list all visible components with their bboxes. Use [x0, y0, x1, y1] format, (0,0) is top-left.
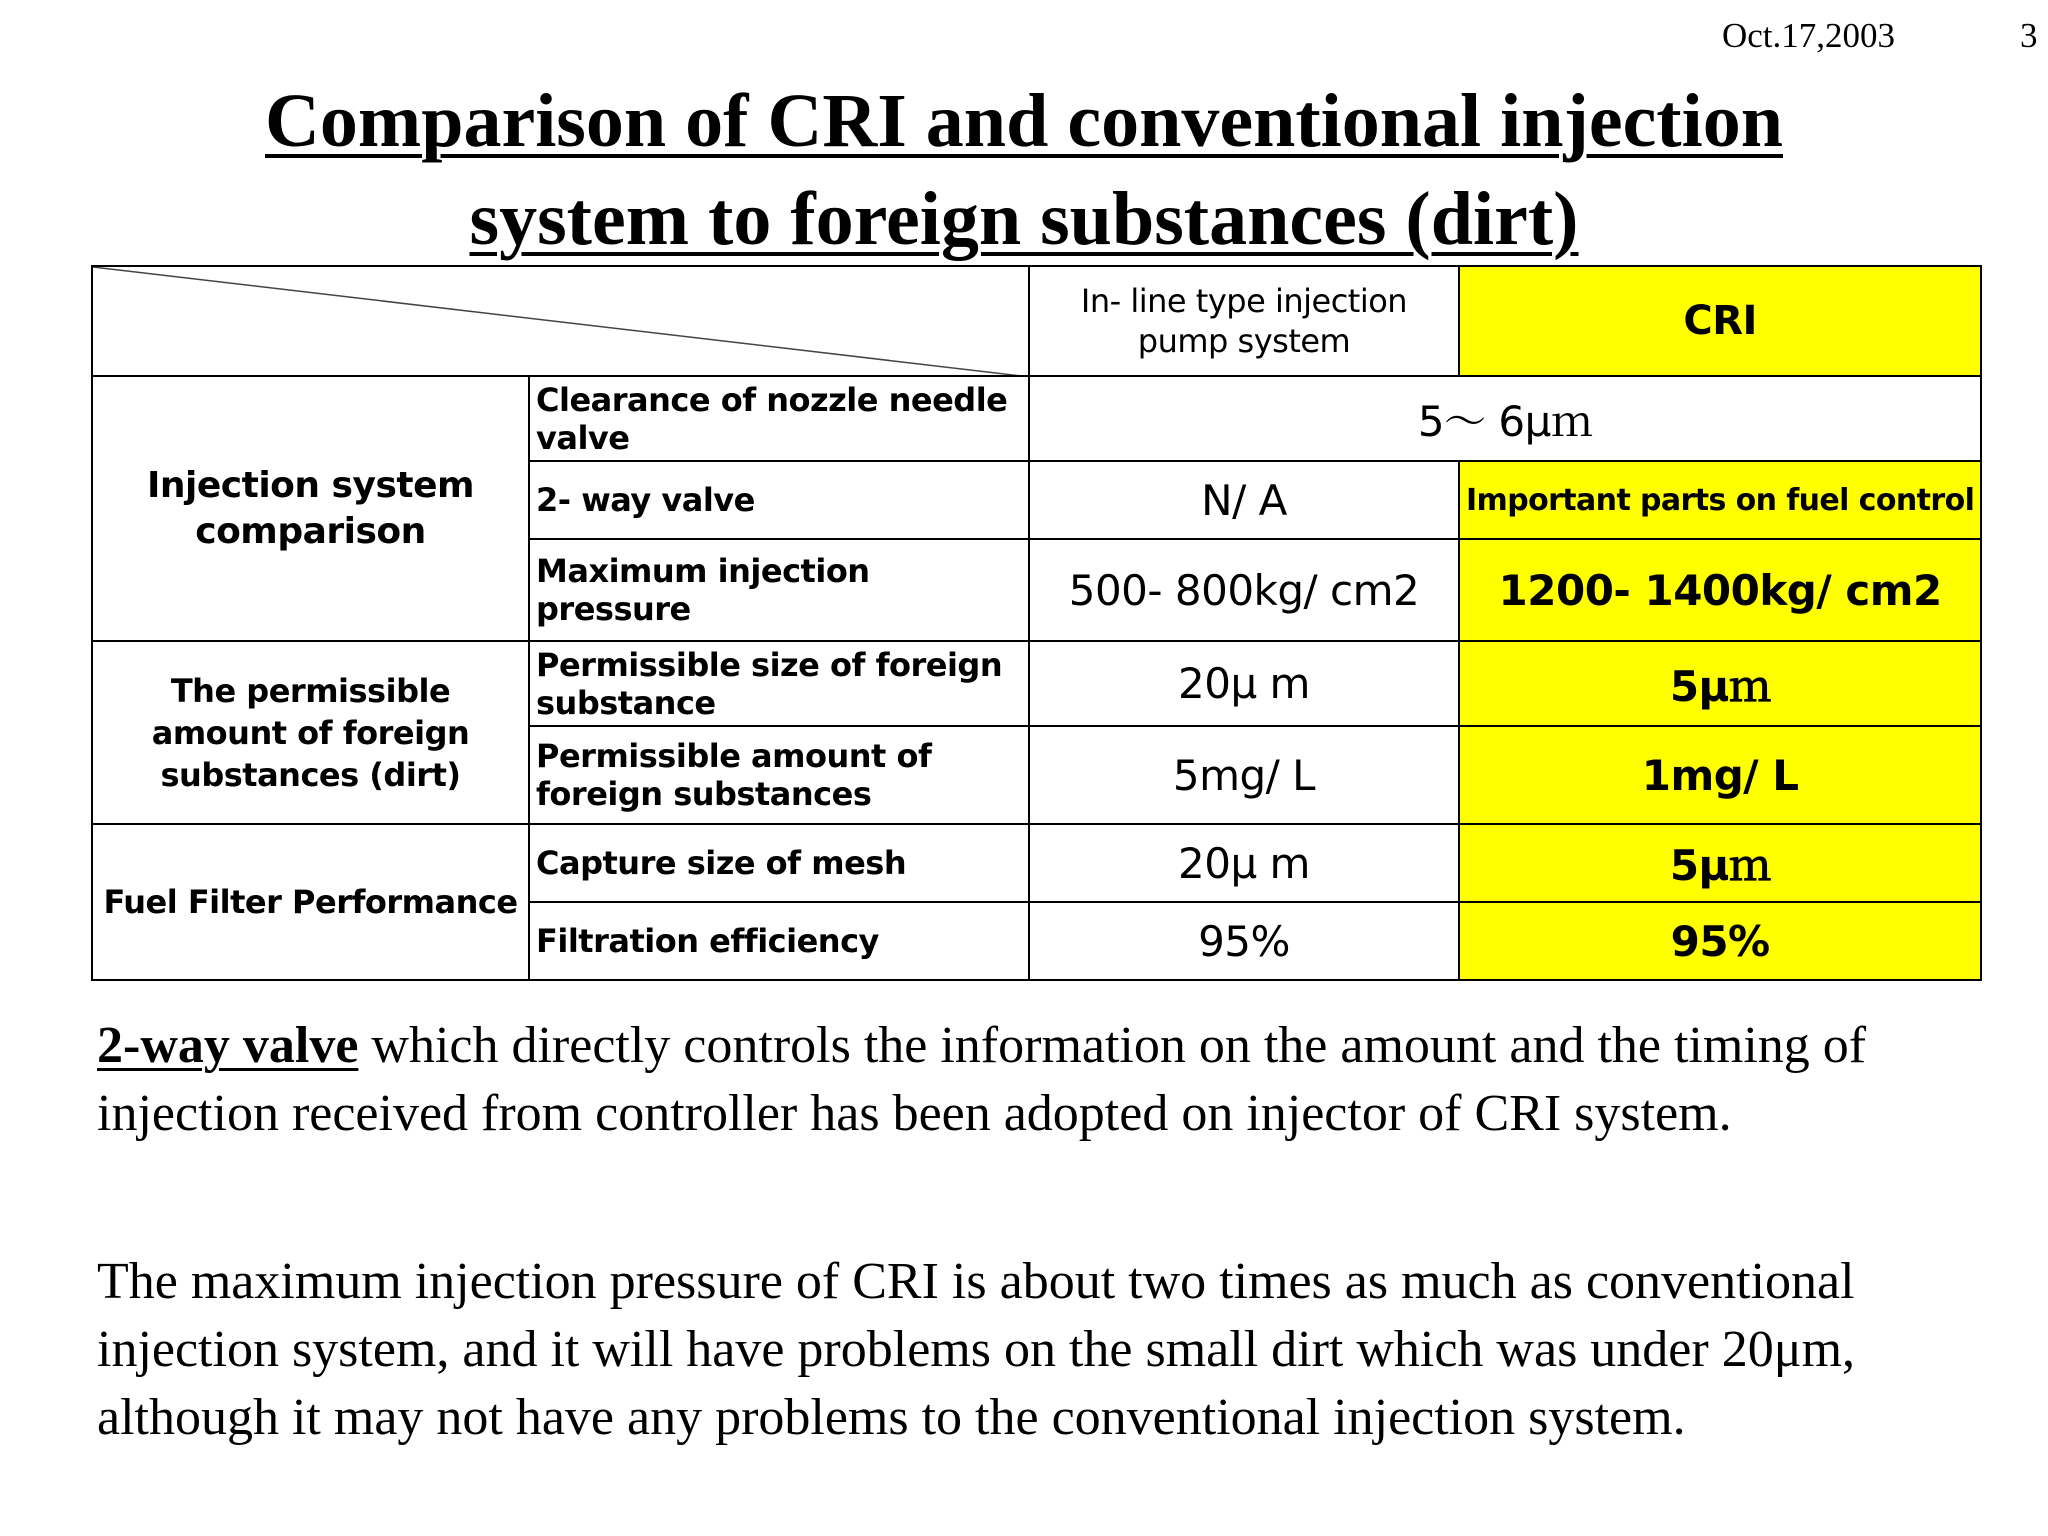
- slide-date: Oct.17,2003: [1722, 16, 1896, 55]
- title-line-2: system to foreign substances (dirt): [469, 177, 1579, 261]
- paragraph-2way-valve: [97, 1012, 1977, 1148]
- value-clearance: 5～ 6μｍ: [1029, 376, 1981, 461]
- row-label-clearance: Clearance of nozzle needle valve: [529, 376, 1029, 461]
- column-header-inline: In- line type injection pump system: [1029, 266, 1459, 376]
- table-row: [92, 376, 1981, 461]
- comparison-table: [91, 265, 1982, 981]
- value-amount-cri: 1mg/ L: [1459, 726, 1981, 824]
- row-label-max-pressure: Maximum injection pressure: [529, 539, 1029, 641]
- group-fuel-filter: Fuel Filter Performance: [92, 824, 529, 980]
- value-2way-inline: N/ A: [1029, 461, 1459, 539]
- table-row: [92, 824, 1981, 902]
- row-label-permissible-amount: Permissible amount of foreign substances: [529, 726, 1029, 824]
- row-label-permissible-size: Permissible size of foreign substance: [529, 641, 1029, 726]
- row-label-capture-size: Capture size of mesh: [529, 824, 1029, 902]
- diagonal-corner-cell: [92, 266, 1029, 376]
- value-amount-inline: 5mg/ L: [1029, 726, 1459, 824]
- paragraph-max-pressure: The maximum injection pressure of CRI is about two times as much as conventional injection system, and it will have problems on the small dirt which was under 20μm, although it may not have any problems to the conventional injection system.: [97, 1253, 1856, 1446]
- value-mesh-inline: 20μ m: [1029, 824, 1459, 902]
- keyword-2way-valve: 2-way valve: [97, 1017, 359, 1074]
- slide-title: [0, 72, 2048, 268]
- group-injection-system: Injection system comparison: [92, 376, 529, 641]
- value-pressure-cri: 1200- 1400kg/ cm2: [1459, 539, 1981, 641]
- title-line-1: Comparison of CRI and conventional injection: [265, 79, 1783, 163]
- value-size-inline: 20μ m: [1029, 641, 1459, 726]
- paragraph-1-text: which directly controls the information on the amount and the timing of injection received from controller has been adopted on injector of CRI system.: [97, 1017, 1867, 1142]
- value-size-cri: 5μｍ: [1459, 641, 1981, 726]
- value-pressure-inline: 500- 800kg/ cm2: [1029, 539, 1459, 641]
- table-row: [92, 641, 1981, 726]
- table-header-row: [92, 266, 1981, 376]
- column-header-cri: CRI: [1459, 266, 1981, 376]
- row-label-2way-valve: 2- way valve: [529, 461, 1029, 539]
- value-2way-cri: Important parts on fuel control: [1459, 461, 1981, 539]
- row-label-filtration-efficiency: Filtration efficiency: [529, 902, 1029, 980]
- value-efficiency-cri: 95%: [1459, 902, 1981, 980]
- group-foreign-substances: The permissible amount of foreign substances (dirt): [92, 641, 529, 824]
- diagonal-line: [93, 267, 1029, 376]
- value-mesh-cri: 5μｍ: [1459, 824, 1981, 902]
- page-number: 3: [2020, 16, 2038, 55]
- value-efficiency-inline: 95%: [1029, 902, 1459, 980]
